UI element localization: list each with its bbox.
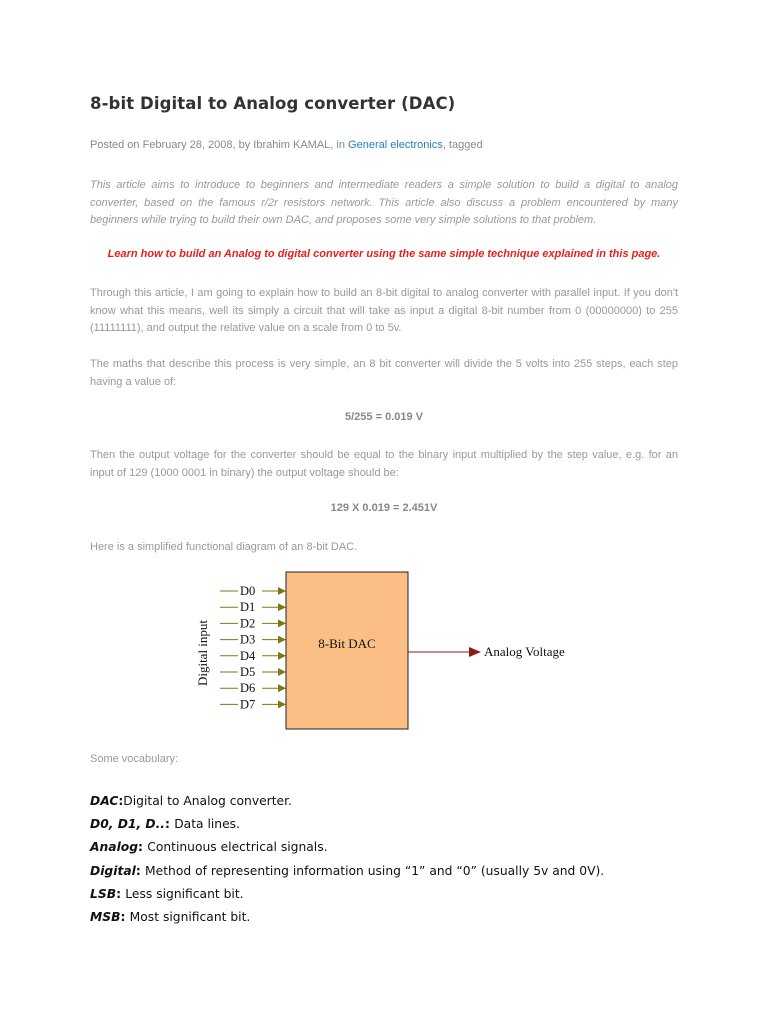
input-label-d1: D1 [240, 600, 256, 615]
vocab-separator: : [164, 817, 175, 832]
vocab-separator: : [120, 909, 130, 924]
article-intro: This article aims to introduce to beginners and intermediate readers a simple solution to build a digital to analog converter, based on the famous r/2r resistors network. This article also discuss a problem encountered by many beginners while trying to build their own DAC, and proposes some very simple solutions to that problem. [90, 179, 678, 226]
vocab-term: Analog [90, 840, 139, 855]
category-link[interactable]: General electronics [348, 139, 443, 151]
post-meta [90, 139, 483, 151]
analog-voltage-label: Analog Voltage [484, 644, 565, 659]
vocab-term: LSB [90, 886, 117, 901]
input-label-d2: D2 [240, 616, 256, 631]
input-label-d0: D0 [240, 584, 256, 598]
vocab-definition: Data lines. [174, 817, 240, 832]
vocab-item-analog [90, 836, 604, 859]
vocab-definition: Less significant bit. [125, 886, 244, 901]
post-meta-tagged: , tagged [442, 139, 483, 151]
digital-input-label: Digital input [195, 619, 210, 687]
vocab-term: MSB [90, 909, 121, 924]
vocab-definition: Most significant bit. [129, 909, 251, 924]
vocab-item-digital [90, 860, 604, 883]
formula-step-value: 5/255 = 0.019 V [345, 411, 423, 423]
vocab-term: DAC [90, 794, 119, 808]
vocab-separator: : [138, 840, 148, 855]
input-label-d5: D5 [240, 665, 256, 679]
vocab-definition: Method of representing information using “1” and “0” (usually 5v and 0V). [145, 863, 605, 878]
vocab-term: Digital [90, 863, 136, 878]
input-label-d3: D3 [240, 632, 256, 647]
vocab-item-dac [90, 790, 604, 813]
vocab-separator: : [118, 794, 124, 808]
vocab-separator: : [116, 886, 126, 901]
dac-block-diagram [180, 565, 580, 735]
input-label-d7: D7 [240, 697, 256, 712]
post-meta-date-author: Posted on February 28, 2008, by Ibrahim KAMAL, in [90, 139, 349, 151]
paragraph-output: Then the output voltage for the converter should be equal to the binary input multiplied by the step value, e.g. for an input of 129 (1000 0001 in binary) the output voltage should be: [90, 449, 678, 479]
input-lines [220, 584, 285, 711]
paragraph-maths: The maths that describe this process is very simple, an 8 bit converter will divide the 5 volts into 255 steps, each step having a value of: [90, 358, 678, 388]
vocab-item-lsb [90, 883, 604, 906]
vocab-item-data-lines [90, 813, 604, 836]
paragraph-diagram-intro: Here is a simplified functional diagram of an 8-bit DAC. [90, 541, 358, 553]
vocab-definition: Digital to Analog converter. [123, 794, 292, 808]
formula-example: 129 X 0.019 = 2.451V [330, 502, 438, 514]
vocabulary-heading: Some vocabulary: [90, 753, 179, 765]
vocab-item-msb [90, 906, 604, 929]
vocab-definition: Continuous electrical signals. [147, 840, 328, 855]
vocabulary-list [90, 790, 604, 929]
article-title: 8-bit Digital to Analog converter (DAC) [90, 94, 456, 113]
dac-block-label: 8-Bit DAC [318, 636, 376, 651]
vocab-separator: : [135, 863, 146, 878]
vocab-term: D0, D1, D.. [90, 817, 165, 832]
input-label-d4: D4 [240, 648, 256, 663]
adc-article-link[interactable]: Learn how to build an Analog to digital converter using the same simple technique explained in this page. [107, 248, 661, 260]
input-label-d6: D6 [240, 681, 256, 696]
paragraph-overview: Through this article, I am going to explain how to build an 8-bit digital to analog converter with parallel input. If you don't know what this means, well its simply a circuit that will take as input a digital 8-bit number from 0 (00000000) to 255 (11111111), and output the relative value on a scale from 0 to 5v. [90, 287, 678, 334]
